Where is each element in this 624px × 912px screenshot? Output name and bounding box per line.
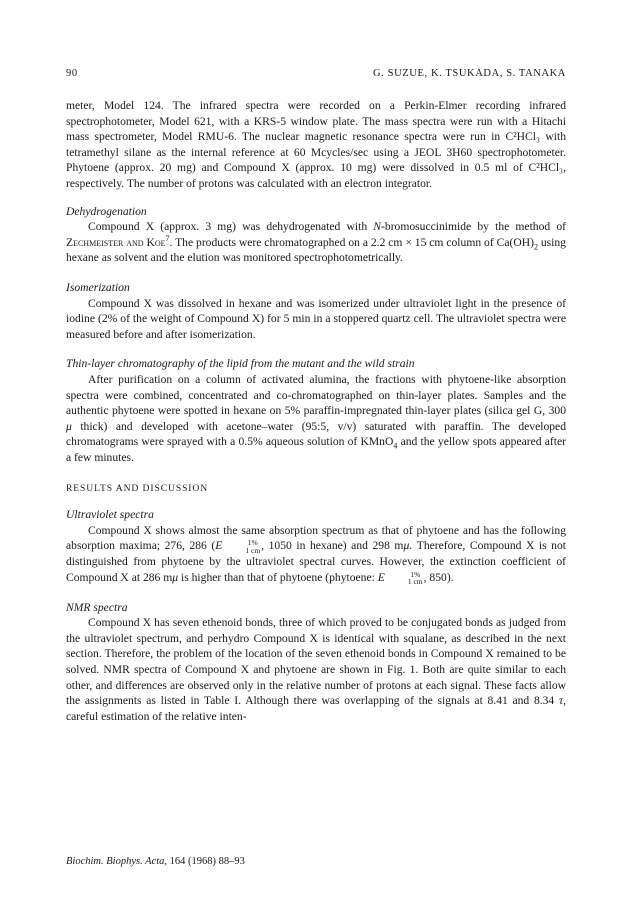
- isomerization-heading: Isomerization: [66, 280, 130, 294]
- dehydrogenation-paragraph: Compound X (approx. 3 mg) was dehydrogenated with N-bromosuccinimide by the method of Zechmeister and Koe$^7$. The products were chromatographed on a 2.2 cm × 15 cm column of $Ca(OH)_2$ using hexane as solvent and the elution was monitored spectrophotometrically.: [66, 220, 567, 265]
- nmr-spectra-heading: NMR spectra: [66, 600, 128, 614]
- nmr-spectra-paragraph: Compound X has seven ethenoid bonds, three of which proved to be conjugated bonds as judged from the ultraviolet spectrum, and perhydro Compound X is identical with squalane, as described in the next section. Therefore, the problem of the location of the seven ethenoid bonds in Compound X remained to be solved. NMR spectra of Compound X and phytoene are shown in Fig. 1. Both are quite similar to each other, and differences are observed only in the relative number of protons at each signal. These facts allow the assignments as listed in Table I. Although there was overlapping of the signals at 8.41 and 8.34 τ, careful estimation of the relative inten-: [66, 616, 566, 723]
- journal-name: Biochim. Biophys. Acta,: [66, 856, 167, 867]
- results-section-heading: RESULTS AND DISCUSSION: [66, 483, 209, 495]
- uv-spectra-heading: Ultraviolet spectra: [66, 508, 154, 522]
- running-header: [66, 68, 566, 84]
- journal-citation: 164 (1968) 88–93: [169, 856, 245, 867]
- tlc-heading: Thin-layer chromatography of the lipid from the mutant and the wild strain: [66, 357, 415, 371]
- article-body: [66, 98, 566, 724]
- uv-spectra-paragraph: Compound X shows almost the same absorption spectrum as that of phytoene and has the following absorption maxima; 276, 286 (E 1% 1 cm , 1050 in hexane) and 298 mμ. Therefore, Compound X is not distinguished from phytoene by the ultraviolet spectral curves. However, the extinction coefficient of Compound X at 286 mμ is higher than that of phytoene (phytoene: E 1% 1 cm , 850).: [66, 523, 566, 587]
- methods-continuation-paragraph: meter, Model 124. The infrared spectra were recorded on a Perkin-Elmer recording infrared spectrophotometer, Model 621, with a KRS-5 window plate. The mass spectra were run with a Hitachi mass spectrometer, Model RMU-6. The nuclear magnetic resonance spectra were run in C²HCl₃ with tetramethyl silane as the internal reference at 60 Mcycles/sec using a JEOL 3H60 spectrophotometer. Phytoene (approx. 20 mg) and Compound X (approx. 10 mg) were dissolved in 0.5 ml of C²HCl₃, respectively. The number of protons was calculated with an electron integrator.: [66, 99, 566, 190]
- page-number: 90: [66, 68, 78, 79]
- dehydrogenation-heading: Dehydrogenation: [66, 204, 147, 218]
- tlc-paragraph: After purification on a column of activated alumina, the fractions with phytoene-like absorption spectra were combined, concentrated and co-chromatographed on thin-layer plates. Samples and the authentic phytoene were spotted in hexane on 5% paraffin-impregnated thin-layer plates (silica gel G, 300 μ thick) and developed with acetone–water (95:5, v/v) saturated with paraffin. The developed chromatograms were sprayed with a 0.5% aqueous solution of KMnO$_4$ and the yellow spots appeared after a few minutes.: [66, 372, 566, 464]
- journal-footer: [66, 856, 245, 867]
- isomerization-paragraph: Compound X was dissolved in hexane and was isomerized under ultraviolet light in the presence of iodine (2% of the weight of Compound X) for 5 min in a stoppered quartz cell. The ultraviolet spectra were measured before and after isomerization.: [66, 296, 566, 341]
- running-authors: G. SUZUE, K. TSUKADA, S. TANAKA: [373, 68, 566, 79]
